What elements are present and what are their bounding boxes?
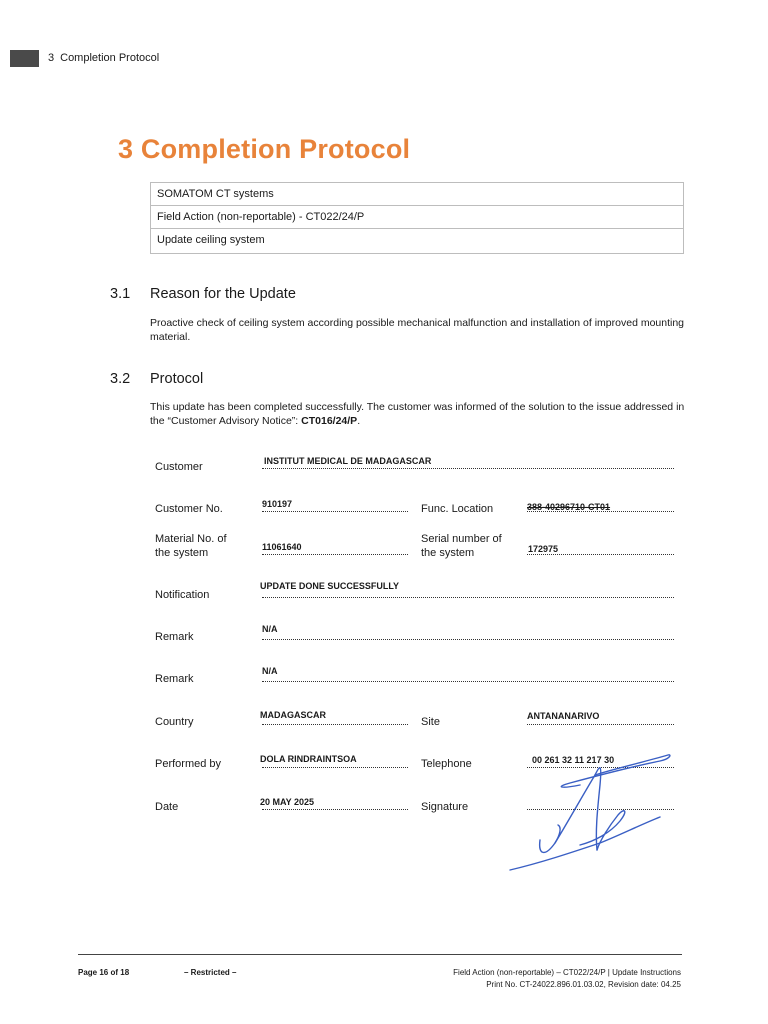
document-reference: Field Action (non-reportable) – CT022/24/P | Update Instructions [453, 968, 681, 977]
section-title: Protocol [150, 371, 204, 387]
country-line [262, 724, 408, 725]
material-line [262, 554, 408, 555]
remark-value: N/A [262, 624, 278, 634]
section-number: 3.2 [110, 371, 131, 387]
serial-label-line2: the system [421, 547, 475, 559]
performed-by-line [262, 767, 408, 768]
info-box [150, 182, 684, 254]
material-label [155, 532, 227, 560]
remark-label: Remark [155, 673, 194, 685]
signature-label: Signature [421, 801, 469, 813]
section-paragraph [150, 400, 690, 428]
date-value: 20 MAY 2025 [260, 797, 315, 807]
func-location-line [527, 511, 674, 512]
header-number: 3 [48, 52, 55, 64]
telephone-value: 00 261 32 11 217 30 [532, 755, 615, 765]
page-title: 3 Completion Protocol [118, 134, 411, 164]
restricted-label: – Restricted – [184, 968, 237, 977]
date-label: Date [155, 801, 179, 813]
serial-value: 172975 [528, 544, 559, 554]
page-number: Page 16 of 18 [78, 968, 130, 977]
section-number: 3.1 [110, 286, 131, 302]
performed-by-label: Performed by [155, 758, 222, 770]
site-label: Site [421, 716, 440, 728]
func-location-label: Func. Location [421, 503, 494, 515]
section-paragraph: Proactive check of ceiling system according possible mechanical malfunction and installation of improved mounting material. [150, 317, 685, 343]
paragraph-end: . [357, 415, 361, 427]
serial-label-line1: Serial number of [421, 533, 502, 545]
remark-line [262, 681, 674, 682]
serial-line [527, 554, 674, 555]
site-line [527, 724, 674, 725]
info-row-product: SOMATOM CT systems [151, 183, 683, 206]
customer-label: Customer [155, 461, 203, 473]
footer-rule [78, 954, 682, 955]
telephone-label: Telephone [421, 758, 472, 770]
header-marker [10, 50, 39, 67]
remark-value: N/A [262, 666, 278, 676]
remark-line [262, 639, 674, 640]
paragraph-text: This update has been completed successfully. The customer was informed of the solution to the issue addressed in the “Customer Advisory Notice”: [150, 401, 685, 427]
site-value: ANTANANARIVO [527, 711, 600, 721]
info-row-field-action: Field Action (non-reportable) - CT022/24/P [151, 206, 683, 229]
customer-line [262, 468, 674, 469]
handwritten-signature [500, 745, 680, 875]
customer-value: INSTITUT MEDICAL DE MADAGASCAR [264, 456, 432, 466]
running-header [48, 52, 159, 64]
material-label-line1: Material No. of [155, 533, 227, 545]
customer-no-line [262, 511, 408, 512]
country-value: MADAGASCAR [260, 710, 326, 720]
customer-no-label: Customer No. [155, 503, 223, 515]
serial-label [421, 532, 502, 560]
notification-label: Notification [155, 589, 210, 601]
country-label: Country [155, 716, 194, 728]
print-number: Print No. CT-24022.896.01.03.02, Revision date: 04.25 [486, 980, 681, 989]
date-line [262, 809, 408, 810]
remark-label: Remark [155, 631, 194, 643]
section-title: Reason for the Update [150, 286, 296, 302]
material-label-line2: the system [155, 547, 209, 559]
performed-by-value: DOLA RINDRAINTSOA [260, 754, 357, 764]
notification-line [262, 597, 674, 598]
customer-no-value: 910197 [262, 499, 293, 509]
advisory-number: CT016/24/P [301, 415, 358, 427]
material-value: 11061640 [262, 542, 302, 552]
notification-value: UPDATE DONE SUCCESSFULLY [260, 581, 400, 591]
info-row-update: Update ceiling system [157, 234, 265, 246]
func-location-value: 388-40296710-CT01 [527, 502, 611, 512]
header-title: Completion Protocol [60, 52, 160, 64]
